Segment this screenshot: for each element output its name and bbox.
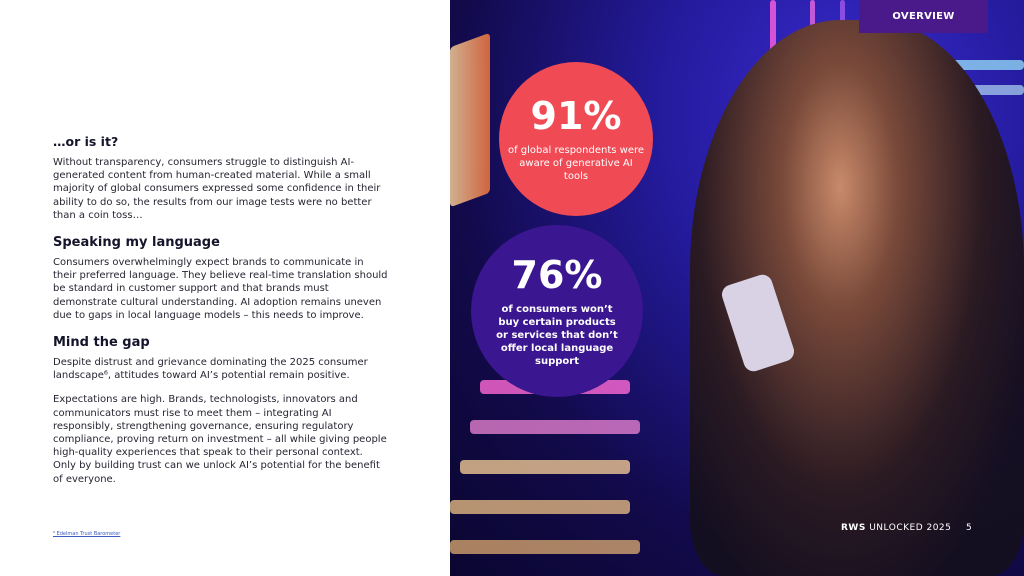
stat-circle-awareness bbox=[499, 62, 653, 216]
brand-logo: RWS bbox=[841, 523, 866, 533]
neon-strip bbox=[450, 500, 630, 514]
text-panel bbox=[0, 0, 450, 576]
article-body bbox=[53, 134, 388, 497]
stat-caption: of consumers won’t buy certain products or services that don’t offer local language support bbox=[496, 303, 618, 367]
section-paragraph: Despite distrust and grievance dominating the 2025 consumer landscape⁶, attitudes toward AI’s potential remain positive. bbox=[53, 357, 368, 382]
neon-strip bbox=[460, 460, 630, 474]
section-paragraph: Expectations are high. Brands, technologists, innovators and communicators must rise to meet them – integrating AI responsibly, strengthening governance, ensuring regulatory compliance, proving return on investment – all while giving people high-quality experiences that speak to their personal context. Only by building trust can we unlock AI’s potential for the benefit of everyone. bbox=[53, 394, 387, 485]
neon-strip bbox=[450, 33, 490, 208]
stat-value: 76% bbox=[511, 252, 603, 297]
footnote-link[interactable]: ⁶ Edelman Trust Barometer bbox=[53, 531, 121, 537]
section-heading-mind-the-gap: Mind the gap bbox=[53, 335, 150, 351]
stat-circle-local-language bbox=[471, 225, 643, 397]
stat-caption: of global respondents were aware of generative AI tools bbox=[507, 144, 645, 182]
section-heading-or-is-it: …or is it? bbox=[53, 134, 119, 149]
section-paragraph: Consumers overwhelmingly expect brands to communicate in their preferred language. They believe real-time translation should be standard in customer support and that brands must demonstrate cultural understanding. AI adoption remains uneven due to gaps in local language models – this needs to improve. bbox=[53, 257, 388, 321]
neon-strip bbox=[470, 420, 640, 434]
page-number: 5 bbox=[966, 523, 972, 533]
stat-value: 91% bbox=[530, 93, 622, 138]
section-heading-language: Speaking my language bbox=[53, 235, 220, 251]
section-paragraph: Without transparency, consumers struggle to distinguish AI-generated content from human-created material. While a small majority of global consumers expressed some confidence in their ability to do so, the results from our image tests were no better than a coin toss… bbox=[53, 157, 381, 221]
tab-overview[interactable]: OVERVIEW bbox=[859, 0, 988, 33]
neon-strip bbox=[450, 540, 640, 554]
footer-brand bbox=[841, 523, 951, 533]
report-title: UNLOCKED 2025 bbox=[869, 523, 952, 533]
